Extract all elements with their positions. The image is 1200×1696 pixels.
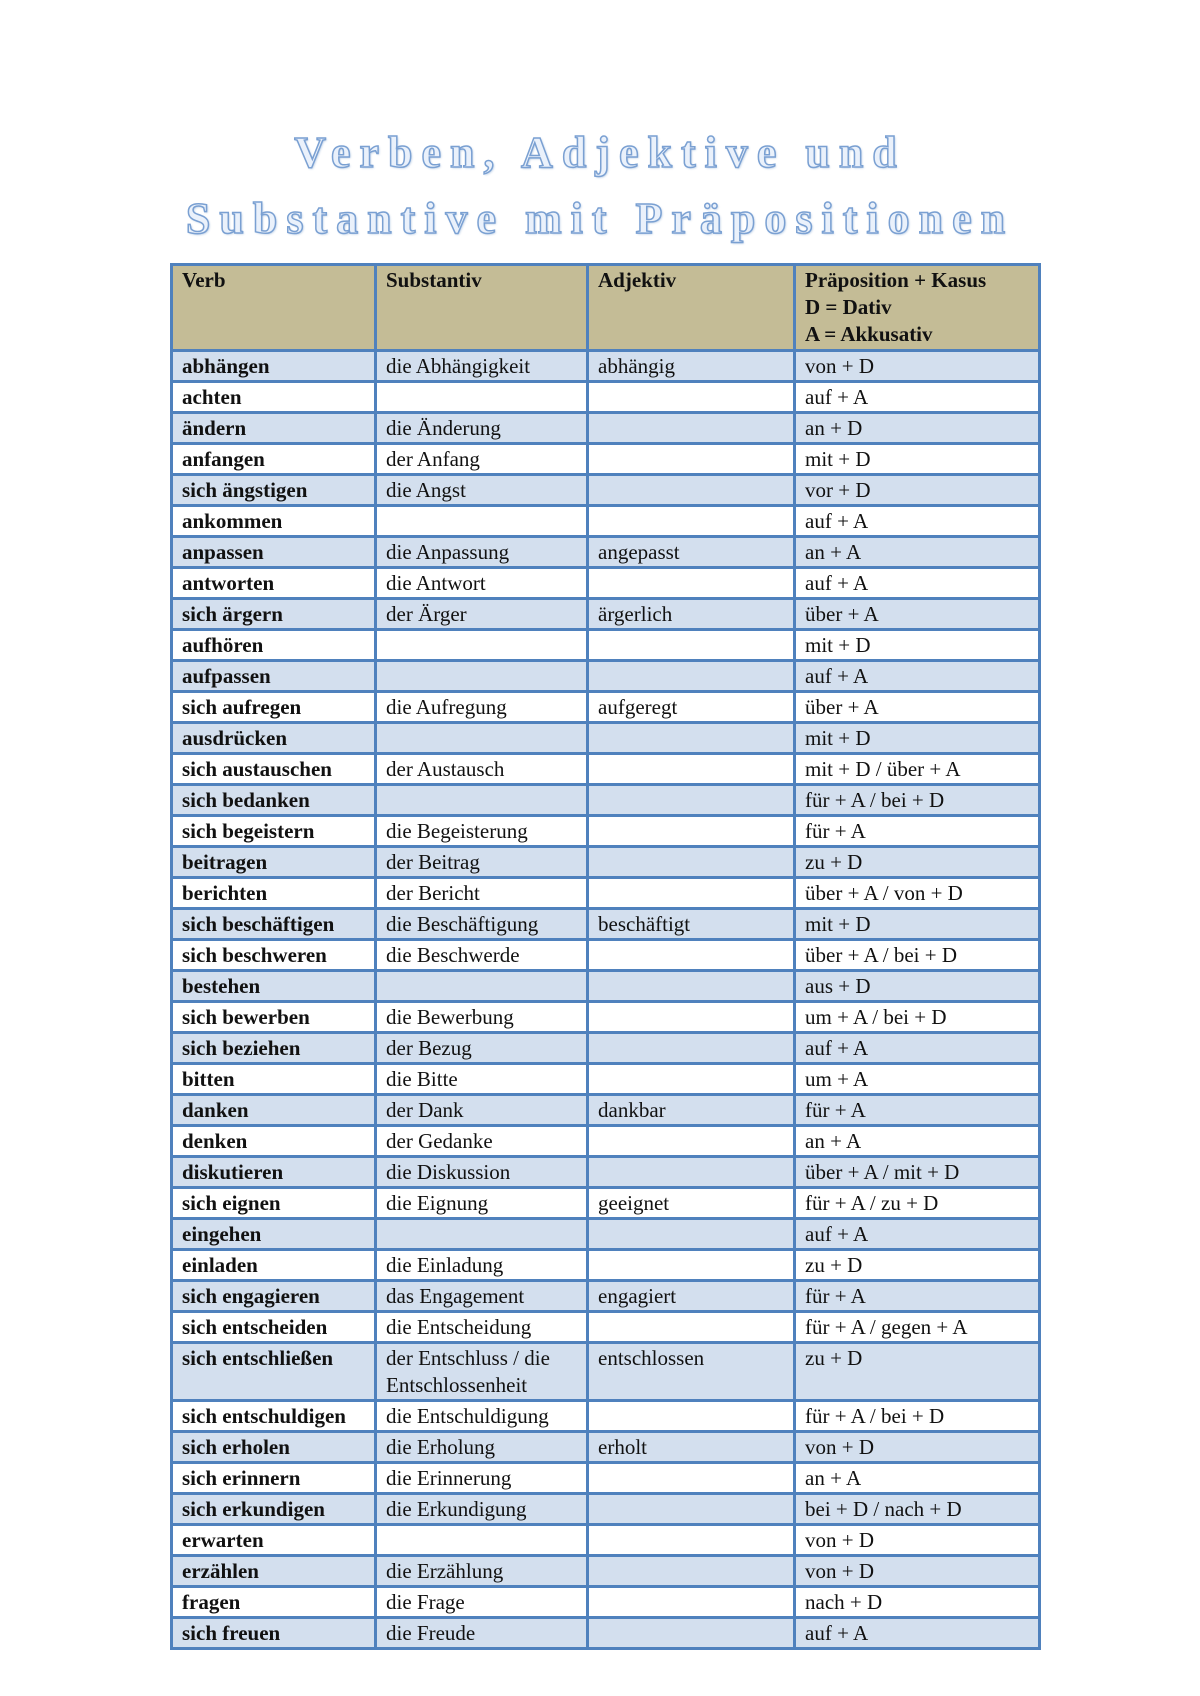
cell-adjektiv: engagiert — [588, 1281, 795, 1312]
cell-substantiv: die Angst — [376, 475, 588, 506]
cell-adjektiv — [588, 413, 795, 444]
cell-substantiv: die Eignung — [376, 1188, 588, 1219]
cell-substantiv: die Erkundigung — [376, 1494, 588, 1525]
cell-verb: sich aufregen — [172, 692, 376, 723]
cell-praeposition: um + A / bei + D — [795, 1002, 1040, 1033]
table-header — [172, 265, 1040, 351]
cell-verb: sich erinnern — [172, 1463, 376, 1494]
cell-praeposition: für + A / gegen + A — [795, 1312, 1040, 1343]
cell-substantiv: die Entscheidung — [376, 1312, 588, 1343]
cell-substantiv — [376, 971, 588, 1002]
cell-verb: erwarten — [172, 1525, 376, 1556]
cell-verb: einladen — [172, 1250, 376, 1281]
table-row — [172, 723, 1040, 754]
cell-praeposition: zu + D — [795, 847, 1040, 878]
cell-adjektiv: aufgeregt — [588, 692, 795, 723]
cell-verb: sich bewerben — [172, 1002, 376, 1033]
cell-praeposition: über + A / bei + D — [795, 940, 1040, 971]
cell-praeposition: für + A — [795, 816, 1040, 847]
table-row — [172, 1188, 1040, 1219]
header-praeposition-line: Präposition + Kasus — [805, 268, 987, 292]
cell-substantiv: die Erholung — [376, 1432, 588, 1463]
table-row — [172, 816, 1040, 847]
cell-praeposition: vor + D — [795, 475, 1040, 506]
table-row — [172, 878, 1040, 909]
header-substantiv: Substantiv — [376, 265, 588, 351]
table-row — [172, 568, 1040, 599]
cell-adjektiv — [588, 1525, 795, 1556]
table-row — [172, 1494, 1040, 1525]
cell-praeposition: auf + A — [795, 382, 1040, 413]
cell-praeposition: für + A — [795, 1281, 1040, 1312]
cell-substantiv: der Bericht — [376, 878, 588, 909]
cell-adjektiv — [588, 1250, 795, 1281]
cell-adjektiv: beschäftigt — [588, 909, 795, 940]
cell-verb: danken — [172, 1095, 376, 1126]
cell-adjektiv: erholt — [588, 1432, 795, 1463]
cell-verb: erzählen — [172, 1556, 376, 1587]
table-row — [172, 785, 1040, 816]
table-row — [172, 537, 1040, 568]
cell-adjektiv — [588, 382, 795, 413]
cell-verb: ankommen — [172, 506, 376, 537]
cell-adjektiv — [588, 847, 795, 878]
table-row — [172, 1312, 1040, 1343]
cell-adjektiv — [588, 1002, 795, 1033]
cell-verb: eingehen — [172, 1219, 376, 1250]
cell-praeposition: von + D — [795, 1525, 1040, 1556]
cell-verb: sich ärgern — [172, 599, 376, 630]
table-row — [172, 692, 1040, 723]
cell-verb: ändern — [172, 413, 376, 444]
cell-verb: sich entschließen — [172, 1343, 376, 1401]
cell-verb: achten — [172, 382, 376, 413]
table-row — [172, 1343, 1040, 1401]
cell-verb: sich engagieren — [172, 1281, 376, 1312]
cell-adjektiv — [588, 971, 795, 1002]
cell-praeposition: mit + D — [795, 909, 1040, 940]
cell-verb: aufpassen — [172, 661, 376, 692]
cell-substantiv: die Bitte — [376, 1064, 588, 1095]
cell-praeposition: von + D — [795, 351, 1040, 382]
cell-adjektiv — [588, 1157, 795, 1188]
cell-adjektiv — [588, 1126, 795, 1157]
cell-verb: sich entscheiden — [172, 1312, 376, 1343]
table-row — [172, 1525, 1040, 1556]
cell-verb: abhängen — [172, 351, 376, 382]
table-row — [172, 382, 1040, 413]
header-dativ-line: D = Dativ — [805, 295, 892, 319]
cell-verb: sich beschweren — [172, 940, 376, 971]
cell-praeposition: auf + A — [795, 1618, 1040, 1649]
cell-substantiv: die Entschuldigung — [376, 1401, 588, 1432]
cell-adjektiv — [588, 1033, 795, 1064]
cell-praeposition: an + A — [795, 1126, 1040, 1157]
cell-adjektiv — [588, 940, 795, 971]
cell-verb: ausdrücken — [172, 723, 376, 754]
cell-adjektiv — [588, 630, 795, 661]
cell-verb: fragen — [172, 1587, 376, 1618]
cell-substantiv: die Erzählung — [376, 1556, 588, 1587]
table-row — [172, 909, 1040, 940]
cell-verb: sich beschäftigen — [172, 909, 376, 940]
table-row — [172, 1618, 1040, 1649]
cell-adjektiv: abhängig — [588, 351, 795, 382]
table-row — [172, 599, 1040, 630]
cell-verb: sich eignen — [172, 1188, 376, 1219]
cell-substantiv: die Anpassung — [376, 537, 588, 568]
header-row — [172, 265, 1040, 351]
cell-adjektiv — [588, 816, 795, 847]
cell-adjektiv — [588, 444, 795, 475]
cell-praeposition: auf + A — [795, 1219, 1040, 1250]
cell-praeposition: zu + D — [795, 1343, 1040, 1401]
cell-praeposition: von + D — [795, 1556, 1040, 1587]
cell-substantiv: die Einladung — [376, 1250, 588, 1281]
cell-praeposition: für + A / bei + D — [795, 1401, 1040, 1432]
table-row — [172, 1250, 1040, 1281]
header-verb: Verb — [172, 265, 376, 351]
cell-substantiv: der Austausch — [376, 754, 588, 785]
header-praeposition — [795, 265, 1040, 351]
cell-substantiv: die Frage — [376, 1587, 588, 1618]
table-row — [172, 475, 1040, 506]
cell-praeposition: auf + A — [795, 1033, 1040, 1064]
cell-verb: sich erholen — [172, 1432, 376, 1463]
table-body — [172, 351, 1040, 1649]
cell-verb: aufhören — [172, 630, 376, 661]
cell-praeposition: von + D — [795, 1432, 1040, 1463]
table-row — [172, 754, 1040, 785]
cell-adjektiv — [588, 1494, 795, 1525]
cell-substantiv: der Anfang — [376, 444, 588, 475]
cell-verb: anpassen — [172, 537, 376, 568]
cell-substantiv — [376, 382, 588, 413]
table-row — [172, 661, 1040, 692]
table-row — [172, 1401, 1040, 1432]
table-row — [172, 444, 1040, 475]
cell-adjektiv — [588, 723, 795, 754]
table-row — [172, 1064, 1040, 1095]
cell-verb: bitten — [172, 1064, 376, 1095]
cell-praeposition: über + A — [795, 692, 1040, 723]
cell-adjektiv — [588, 475, 795, 506]
cell-substantiv — [376, 1525, 588, 1556]
table-row — [172, 1157, 1040, 1188]
cell-praeposition: an + D — [795, 413, 1040, 444]
cell-substantiv: die Begeisterung — [376, 816, 588, 847]
cell-adjektiv: geeignet — [588, 1188, 795, 1219]
cell-verb: sich austauschen — [172, 754, 376, 785]
cell-adjektiv — [588, 1587, 795, 1618]
table-row — [172, 1002, 1040, 1033]
cell-praeposition: aus + D — [795, 971, 1040, 1002]
cell-substantiv — [376, 661, 588, 692]
cell-adjektiv — [588, 568, 795, 599]
cell-adjektiv: ärgerlich — [588, 599, 795, 630]
cell-verb: diskutieren — [172, 1157, 376, 1188]
cell-substantiv: die Beschäftigung — [376, 909, 588, 940]
cell-verb: sich beziehen — [172, 1033, 376, 1064]
title-line-2: Substantive mit Präpositionen — [185, 194, 1015, 243]
cell-praeposition: über + A / von + D — [795, 878, 1040, 909]
cell-verb: bestehen — [172, 971, 376, 1002]
table-row — [172, 1095, 1040, 1126]
cell-adjektiv: dankbar — [588, 1095, 795, 1126]
cell-adjektiv — [588, 1556, 795, 1587]
table-row — [172, 1281, 1040, 1312]
cell-praeposition: mit + D — [795, 444, 1040, 475]
table-row — [172, 1587, 1040, 1618]
cell-praeposition: zu + D — [795, 1250, 1040, 1281]
cell-substantiv: die Bewerbung — [376, 1002, 588, 1033]
cell-substantiv: die Aufregung — [376, 692, 588, 723]
table-row — [172, 971, 1040, 1002]
cell-substantiv: der Beitrag — [376, 847, 588, 878]
cell-praeposition: mit + D / über + A — [795, 754, 1040, 785]
cell-substantiv: die Erinnerung — [376, 1463, 588, 1494]
cell-verb: sich freuen — [172, 1618, 376, 1649]
table-row — [172, 413, 1040, 444]
cell-praeposition: auf + A — [795, 661, 1040, 692]
cell-substantiv: die Änderung — [376, 413, 588, 444]
cell-praeposition: nach + D — [795, 1587, 1040, 1618]
cell-substantiv: der Dank — [376, 1095, 588, 1126]
cell-substantiv: die Beschwerde — [376, 940, 588, 971]
cell-substantiv — [376, 723, 588, 754]
header-akkusativ-line: A = Akkusativ — [805, 322, 933, 346]
table-row — [172, 1432, 1040, 1463]
table-row — [172, 1463, 1040, 1494]
cell-praeposition: an + A — [795, 537, 1040, 568]
cell-adjektiv — [588, 878, 795, 909]
page-title — [0, 120, 1200, 252]
cell-adjektiv — [588, 1463, 795, 1494]
cell-verb: sich erkundigen — [172, 1494, 376, 1525]
cell-verb: sich entschuldigen — [172, 1401, 376, 1432]
cell-praeposition: über + A — [795, 599, 1040, 630]
cell-adjektiv — [588, 1219, 795, 1250]
cell-substantiv: die Diskussion — [376, 1157, 588, 1188]
cell-adjektiv — [588, 1618, 795, 1649]
table-row — [172, 1556, 1040, 1587]
cell-substantiv: die Antwort — [376, 568, 588, 599]
cell-substantiv: die Freude — [376, 1618, 588, 1649]
cell-verb: berichten — [172, 878, 376, 909]
cell-praeposition: mit + D — [795, 630, 1040, 661]
cell-adjektiv: angepasst — [588, 537, 795, 568]
cell-praeposition: für + A — [795, 1095, 1040, 1126]
cell-verb: denken — [172, 1126, 376, 1157]
cell-praeposition: mit + D — [795, 723, 1040, 754]
cell-adjektiv — [588, 661, 795, 692]
cell-praeposition: für + A / bei + D — [795, 785, 1040, 816]
cell-praeposition: auf + A — [795, 506, 1040, 537]
table-row — [172, 1219, 1040, 1250]
cell-substantiv — [376, 506, 588, 537]
cell-verb: sich begeistern — [172, 816, 376, 847]
cell-praeposition: bei + D / nach + D — [795, 1494, 1040, 1525]
cell-praeposition: an + A — [795, 1463, 1040, 1494]
cell-substantiv: der Ärger — [376, 599, 588, 630]
cell-adjektiv — [588, 754, 795, 785]
cell-adjektiv — [588, 1312, 795, 1343]
cell-substantiv: der Gedanke — [376, 1126, 588, 1157]
cell-verb: anfangen — [172, 444, 376, 475]
cell-adjektiv — [588, 506, 795, 537]
title-line-1: Verben, Adjektive und — [294, 128, 906, 177]
cell-verb: sich ängstigen — [172, 475, 376, 506]
cell-substantiv: der Entschluss / die Entschlossenheit — [376, 1343, 588, 1401]
cell-substantiv: das Engagement — [376, 1281, 588, 1312]
table-row — [172, 630, 1040, 661]
table-row — [172, 940, 1040, 971]
table-row — [172, 847, 1040, 878]
table-row — [172, 1126, 1040, 1157]
cell-adjektiv — [588, 1064, 795, 1095]
cell-verb: antworten — [172, 568, 376, 599]
cell-praeposition: auf + A — [795, 568, 1040, 599]
cell-substantiv: der Bezug — [376, 1033, 588, 1064]
cell-praeposition: für + A / zu + D — [795, 1188, 1040, 1219]
cell-adjektiv — [588, 785, 795, 816]
table-row — [172, 1033, 1040, 1064]
cell-substantiv: die Abhängigkeit — [376, 351, 588, 382]
cell-praeposition: um + A — [795, 1064, 1040, 1095]
cell-verb: sich bedanken — [172, 785, 376, 816]
table-row — [172, 351, 1040, 382]
cell-substantiv — [376, 1219, 588, 1250]
cell-adjektiv — [588, 1401, 795, 1432]
cell-verb: beitragen — [172, 847, 376, 878]
header-adjektiv: Adjektiv — [588, 265, 795, 351]
cell-adjektiv: entschlossen — [588, 1343, 795, 1401]
cell-substantiv — [376, 630, 588, 661]
cell-praeposition: über + A / mit + D — [795, 1157, 1040, 1188]
table-row — [172, 506, 1040, 537]
cell-substantiv — [376, 785, 588, 816]
preposition-table — [170, 263, 1041, 1650]
